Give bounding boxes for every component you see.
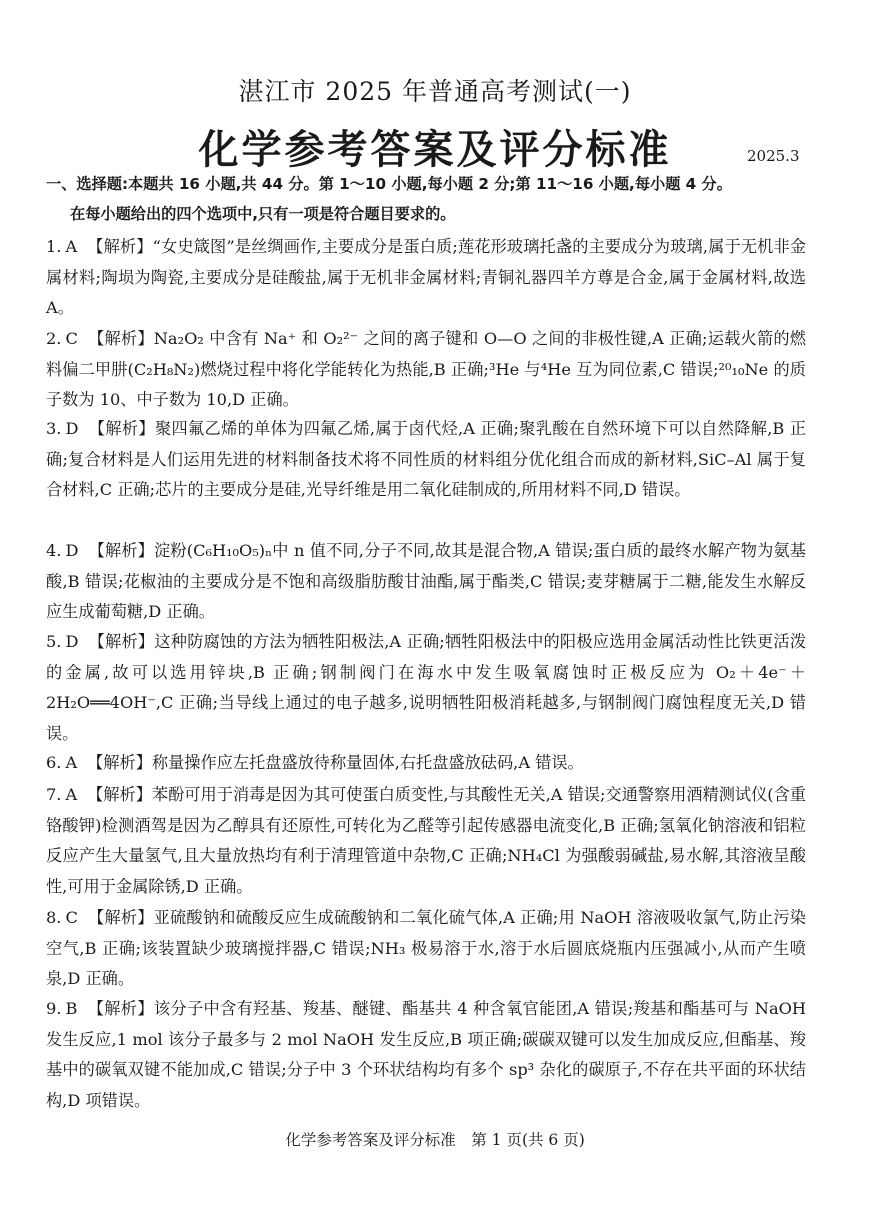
question-number: 3. [46,419,62,438]
analysis-tag: 【解析】 [87,785,152,804]
analysis-tag: 【解析】 [87,753,152,772]
page-footer: 化学参考答案及评分标准 第 1 页(共 6 页) [285,1131,585,1149]
question-number: 9. [46,999,62,1018]
analysis-tag: 【解析】 [87,999,154,1018]
section-instruction: 在每小题给出的四个选项中,只有一项是符合题目要求的。 [70,205,456,223]
section-heading: 一、选择题:本题共 16 小题,共 44 分。第 1～10 小题,每小题 2 分;第 11～16 小题,每小题 4 分。 [46,175,732,193]
question-item-5 [46,627,806,749]
document-title: 化学参考答案及评分标准 [198,127,672,173]
answer-letter: A [65,785,78,804]
analysis-text: 该分子中含有羟基、羧基、醚键、酯基共 4 种含氧官能团,A 错误;羧基和酯基可与 NaOH 发生反应,1 mol 该分子最多与 2 mol NaOH 发生反应,B 项正确;碳碳双键可以发生加成反应,但酯基、羧基中的碳氧双键不能加成,C 错误;分子中 3 个环状结构均有多个 sp³ 杂化的碳原子,不存在共平面的环状结构,D 项错误。 [46,999,807,1110]
analysis-text: 聚四氟乙烯的单体为四氟乙烯,属于卤代烃,A 正确;聚乳酸在自然环境下可以自然降解,B 正确;复合材料是人们运用先进的材料制备技术将不同性质的材料组分优化组合而成的新材料,SiC–Al 属于复合材料,C 正确;芯片的主要成分是硅,光导纤维是用二氧化硅制成的,所用材料不同,D 错误。 [46,419,807,499]
analysis-text: “女史箴图”是丝绸画作,主要成分是蛋白质;莲花形玻璃托盏的主要成分为玻璃,属于无机非金属材料;陶埙为陶瓷,主要成分是硅酸盐,属于无机非金属材料;青铜礼器四羊方尊是合金,属于金属材料,故选 A。 [46,237,807,317]
question-number: 8. [46,908,62,927]
question-item-7 [46,780,806,902]
question-number: 7. [46,785,62,804]
answer-letter: C [65,329,78,348]
analysis-tag: 【解析】 [87,329,154,348]
document-date: 2025.3 [747,147,800,165]
answer-letter: A [65,237,78,256]
question-item-2 [46,324,806,416]
question-item-8 [46,903,806,995]
answer-letter: A [65,753,78,772]
question-item-1 [46,232,806,324]
analysis-text: 苯酚可用于消毒是因为其可使蛋白质变性,与其酸性无关,A 错误;交通警察用酒精测试仪(含重铬酸钾)检测酒驾是因为乙醇具有还原性,可转化为乙醛等引起传感器电流变化,B 正确;氢氧化钠溶液和铝粒反应产生大量氢气,且大量放热均有利于清理管道中杂物,C 正确;NH₄Cl 为强酸弱碱盐,易水解,其溶液呈酸性,可用于金属除锈,D 正确。 [46,785,806,896]
analysis-tag: 【解析】 [87,908,154,927]
question-item-3 [46,414,806,506]
question-number: 2. [46,329,62,348]
exam-title: 湛江市 2025 年普通高考测试(一) [238,77,632,106]
analysis-text: 这种防腐蚀的方法为牺牲阳极法,A 正确;牺牲阳极法中的阳极应选用金属活动性比铁更活泼的金属,故可以选用锌块,B 正确;钢制阀门在海水中发生吸氧腐蚀时正极反应为 O₂＋4e⁻＋2H₂O══4OH⁻,C 正确;当导线上通过的电子越多,说明牺牲阳极消耗越多,与钢制阀门腐蚀程度无关,D 错误。 [46,632,807,743]
analysis-tag: 【解析】 [88,419,155,438]
question-number: 1. [46,237,62,256]
question-number: 6. [46,753,62,772]
analysis-text: 淀粉(C₆H₁₀O₅)ₙ中 n 值不同,分子不同,故其是混合物,A 错误;蛋白质的最终水解产物为氨基酸,B 错误;花椒油的主要成分是不饱和高级脂肪酸甘油酯,属于酯类,C 错误;麦芽糖属于二糖,能发生水解反应生成葡萄糖,D 正确。 [46,541,806,621]
question-item-9 [46,994,806,1116]
answer-letter: C [65,908,78,927]
question-item-4 [46,536,806,628]
analysis-text: 亚硫酸钠和硫酸反应生成硫酸钠和二氧化硫气体,A 正确;用 NaOH 溶液吸收氯气,防止污染空气,B 正确;该装置缺少玻璃搅拌器,C 错误;NH₃ 极易溶于水,溶于水后圆底烧瓶内压强减小,从而产生喷泉,D 正确。 [46,908,806,988]
question-number: 4. [46,541,62,560]
analysis-text: 称量操作应左托盘盛放待称量固体,右托盘盛放砝码,A 错误。 [151,753,584,772]
question-item-6 [46,748,806,779]
analysis-tag: 【解析】 [88,541,155,560]
answer-letter: D [65,419,79,438]
answer-letter: D [65,632,79,651]
question-number: 5. [46,632,62,651]
answer-letter: D [65,541,79,560]
analysis-tag: 【解析】 [88,632,155,651]
analysis-text: Na₂O₂ 中含有 Na⁺ 和 O₂²⁻ 之间的离子键和 O—O 之间的非极性键,A 正确;运载火箭的燃料偏二甲肼(C₂H₈N₂)燃烧过程中将化学能转化为热能,B 正确;³He 与⁴He 互为同位素,C 错误;²⁰₁₀Ne 的质子数为 10、中子数为 10,D 正确。 [46,329,806,409]
answer-letter: B [65,999,78,1018]
analysis-tag: 【解析】 [87,237,153,256]
